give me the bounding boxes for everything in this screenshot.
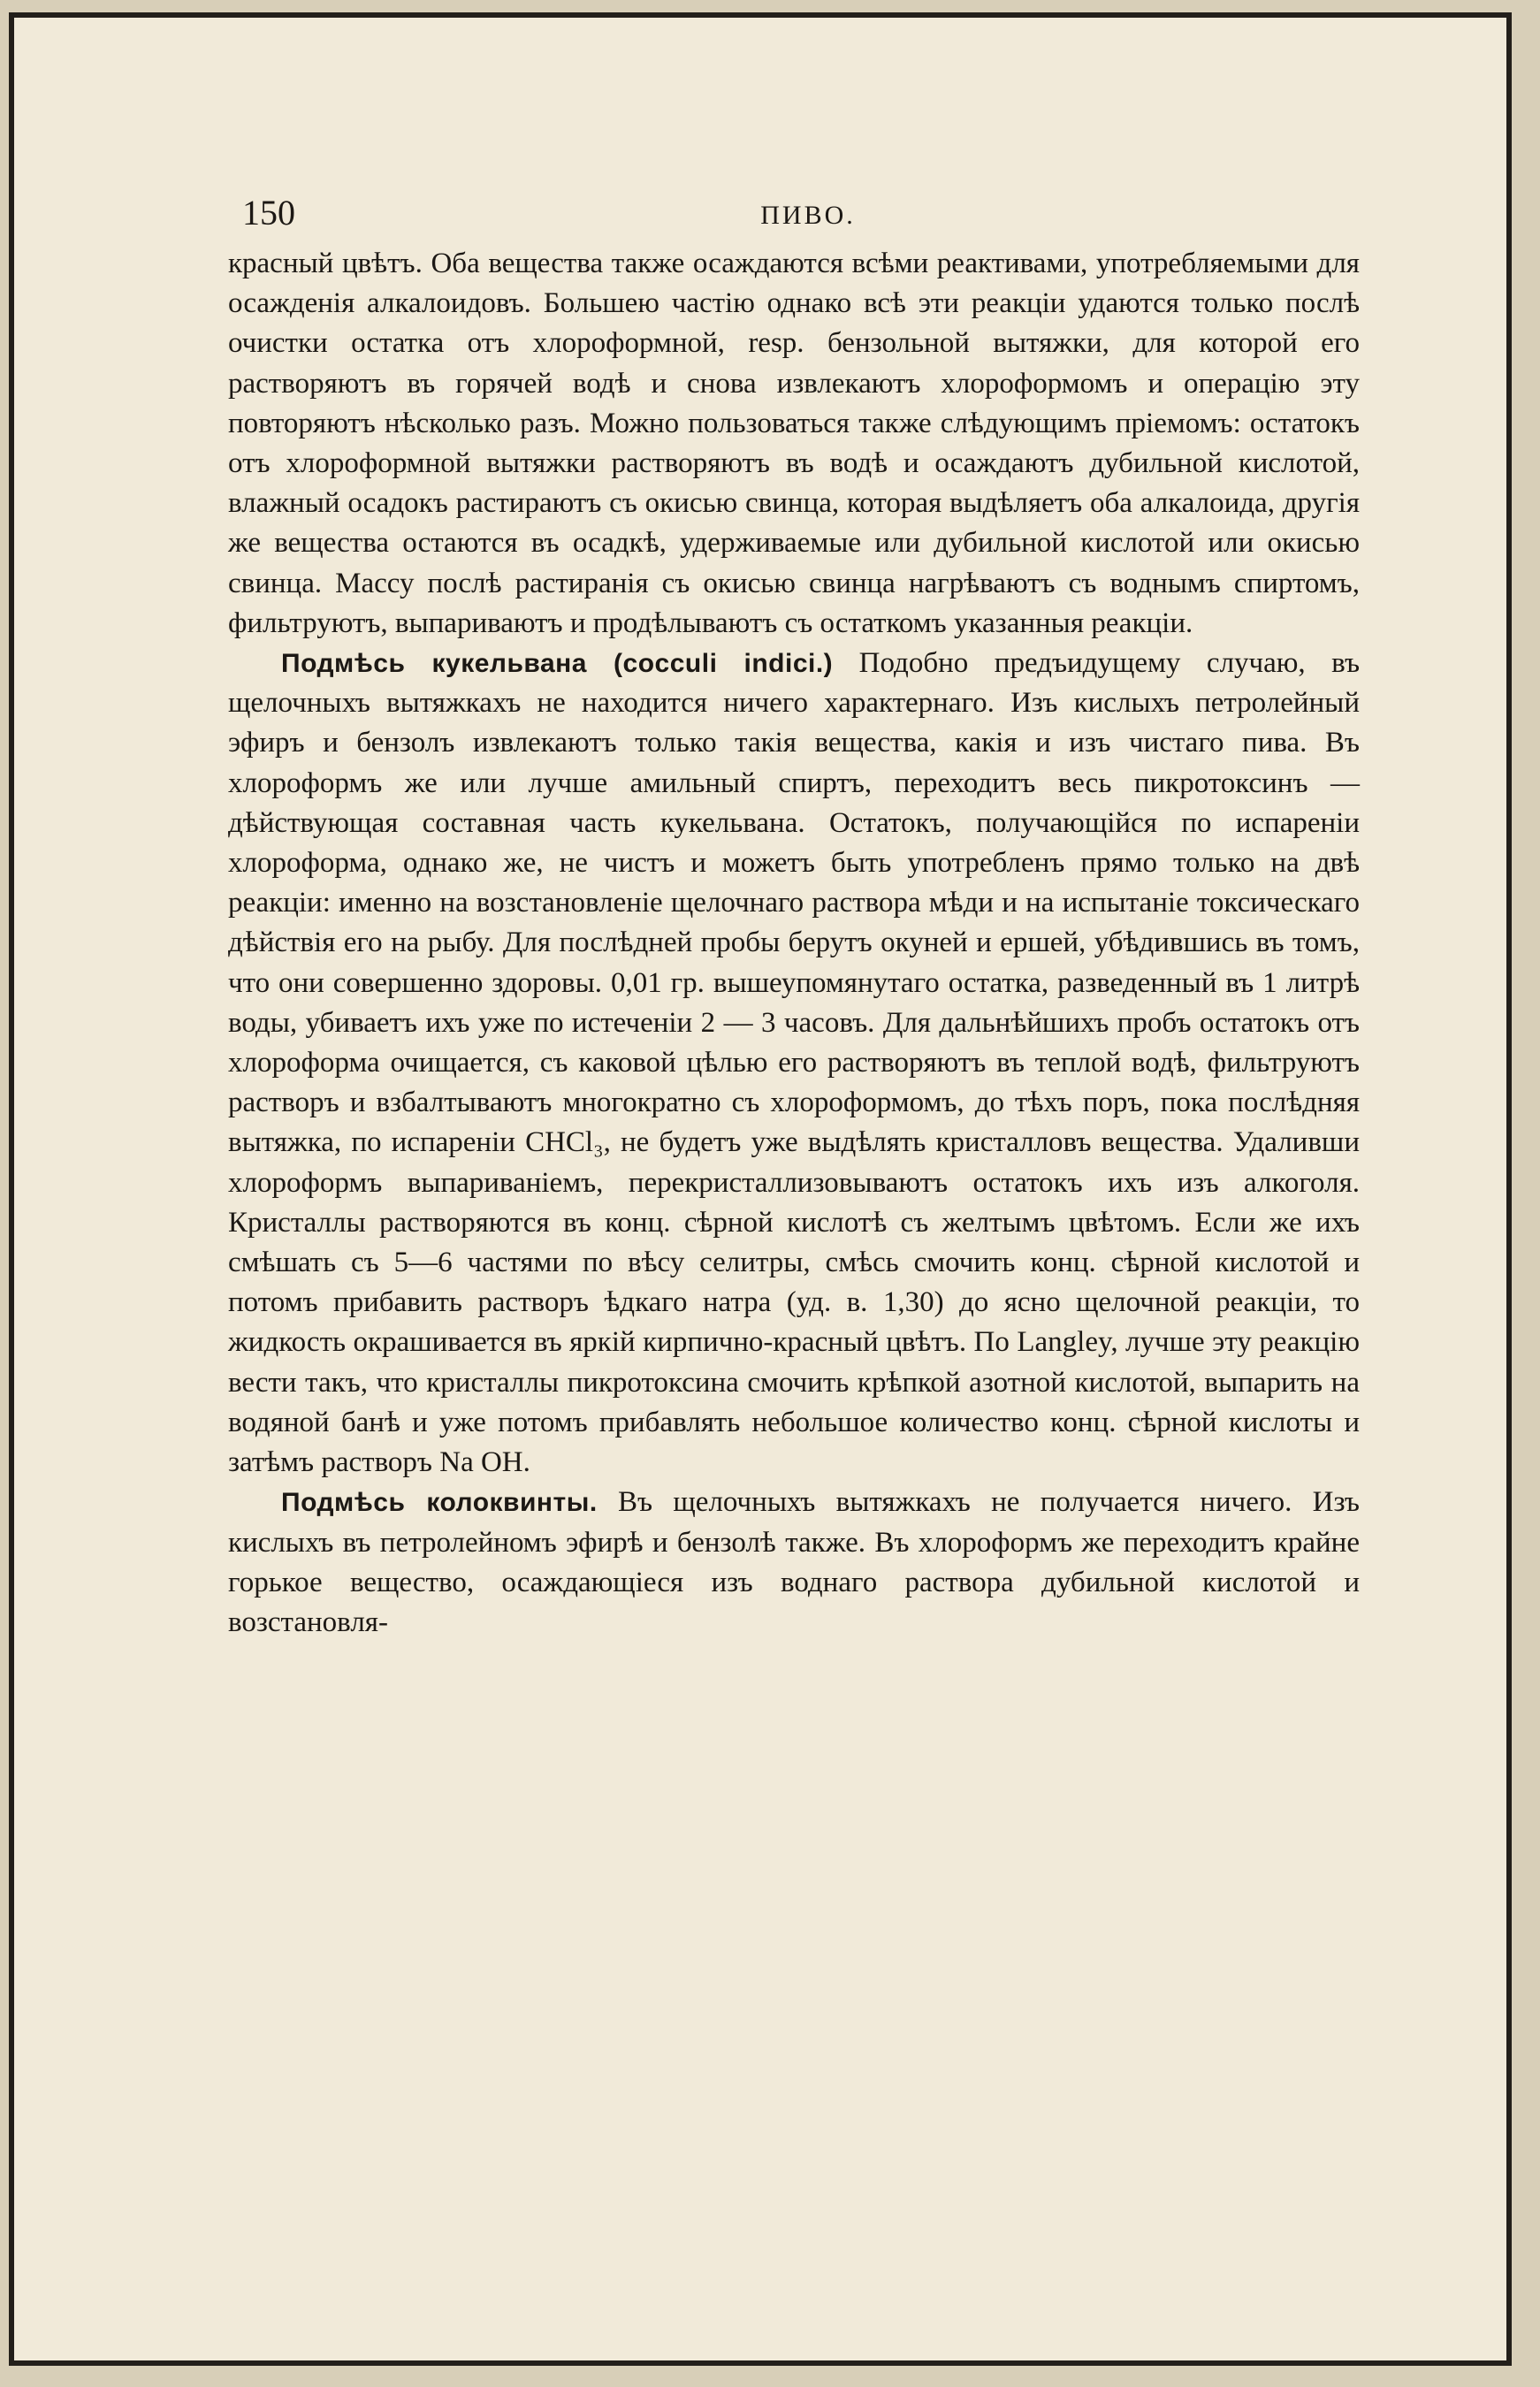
paragraph-1-text: красный цвѣтъ. Оба вещества также осаждаются всѣми реактивами, употребляемыми для осажденія алкалоидовъ. Большею частію однако всѣ эти реакціи удаются только послѣ очистки остатка отъ хлороформной, resp. бензольной вытяжки, для которой его растворяютъ въ горячей водѣ и снова извлекаютъ хлороформомъ и операцію эту повторяютъ нѣсколько разъ. Можно пользоваться также слѣдующимъ пріемомъ: остатокъ отъ хлороформной вытяжки растворяютъ въ водѣ и осаждаютъ дубильной кислотой, влажный осадокъ растираютъ съ окисью свинца, которая выдѣляетъ оба алкалоида, другія же вещества остаются въ осадкѣ, удерживаемые или дубильной кислотой или окисью свинца. Массу послѣ растиранія съ окисью свинца нагрѣваютъ съ воднымъ спиртомъ, фильтруютъ, выпариваютъ и продѣлываютъ съ остаткомъ указанныя реакціи.: [228, 248, 1360, 639]
paragraph-2-lead: Подмѣсь кукельвана (cocculi indici.): [281, 649, 834, 679]
paragraph-2-text: Подобно предъидущему случаю, въ щелочныхъ вытяжкахъ не находится ничего характернаго. Изъ кислыхъ петролейный эфиръ и бензолъ извлекаютъ только такія вещества, какія и изъ чистаго пива. Въ хлороформъ же или лучше амильный спиртъ, переходитъ весь пикротоксинъ — дѣйствующая составная часть кукельвана. Остатокъ, получающійся по испареніи хлороформа, однако же, не чистъ и можетъ быть употребленъ прямо только на двѣ реакціи: именно на возстановленіе щелочнаго раствора мѣди и на испытаніе токсическаго дѣйствія его на рыбу. Для послѣдней пробы берутъ окуней и ершей, убѣдившись въ томъ, что они совершенно здоровы. 0,01 гр. вышеупомянутаго остатка, разведенный въ 1 литрѣ воды, убиваетъ ихъ уже по истеченіи 2 — 3 часовъ. Для дальнѣйшихъ пробъ остатокъ отъ хлороформа очищается, съ каковой цѣлью его растворяютъ въ теплой водѣ, фильтруютъ растворъ и взбалтываютъ многократно съ хлороформомъ, до тѣхъ поръ, пока послѣдняя вытяжка, по испареніи CHCl₃, не будетъ уже выдѣлять кристалловъ вещества. Удаливши хлороформъ выпариваніемъ, перекристаллизовываютъ остатокъ ихъ изъ алкоголя. Кристаллы растворяются въ конц. сѣрной кислотѣ съ желтымъ цвѣтомъ. Если же ихъ смѣшать съ 5—6 частями по вѣсу селитры, смѣсь смочить конц. сѣрной кислотой и потомъ прибавить растворъ ѣдкаго натра (уд. в. 1,30) до ясно щелочной реакціи, то жидкость окрашивается въ яркій кирпично-красный цвѣтъ. По Langley, лучше эту реакцію вести такъ, что кристаллы пикротоксина смочить крѣпкой азотной кислотой, выпарить на водяной банѣ и уже потомъ прибавлять небольшое количество конц. сѣрной кислоты и затѣмъ растворъ Na OH.: [228, 647, 1361, 1479]
paragraph-3-lead: Подмѣсь колоквинты.: [281, 1488, 598, 1518]
page-body: [228, 244, 1360, 1643]
page-header: [242, 192, 1374, 245]
paragraph-3-text: Въ щелочныхъ вытяжкахъ не получается ничего. Изъ кислыхъ въ петролейномъ эфирѣ и бензолѣ также. Въ хлороформъ же переходитъ крайне горькое вещество, осаждающіеся изъ воднаго раствора дубильной кислотой и возстановля-: [228, 1486, 1360, 1638]
paragraph-3: [228, 1483, 1360, 1643]
paragraph-2: [228, 644, 1360, 1483]
page-number: 150: [242, 193, 295, 233]
paragraph-1: [228, 244, 1360, 644]
running-title: ПИВО.: [760, 201, 856, 230]
